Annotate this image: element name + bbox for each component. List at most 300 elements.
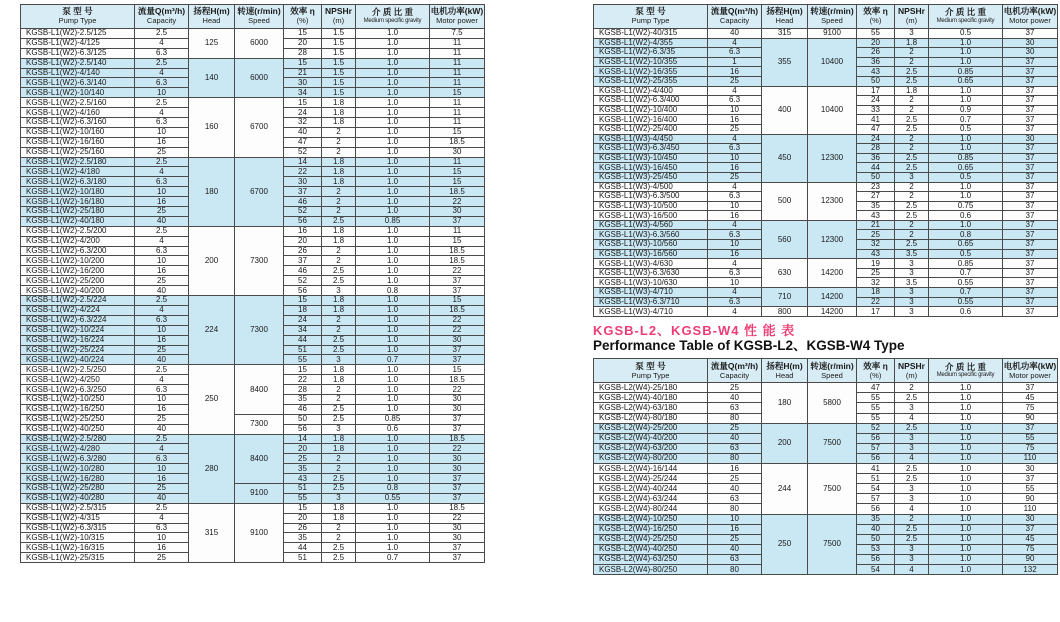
efficiency-cell: 34 xyxy=(284,88,322,98)
gravity-cell: 1.0 xyxy=(929,514,1003,524)
pump-type-cell: KGSB-L1(W2)-10/224 xyxy=(21,325,135,335)
col-header-7: 电机功率(kW) Motor power xyxy=(430,5,485,29)
capacity-cell: 16 xyxy=(708,211,762,221)
pump-type-cell: KGSB-L1(W2)-2.5/250 xyxy=(21,365,135,375)
npshr-cell: 1.5 xyxy=(322,29,356,39)
head-cell: 355 xyxy=(762,38,808,86)
power-cell: 37 xyxy=(430,355,485,365)
npshr-cell: 2.5 xyxy=(322,276,356,286)
efficiency-cell: 17 xyxy=(857,86,895,96)
efficiency-cell: 53 xyxy=(857,544,895,554)
gravity-cell: 1.0 xyxy=(356,444,430,454)
capacity-cell: 6.3 xyxy=(135,315,189,325)
efficiency-cell: 30 xyxy=(284,177,322,187)
npshr-cell: 2 xyxy=(322,256,356,266)
pump-type-cell: KGSB-L2(W4)-80/180 xyxy=(594,413,708,423)
gravity-cell: 1.0 xyxy=(929,48,1003,58)
efficiency-cell: 15 xyxy=(284,58,322,68)
gravity-cell: 0.85 xyxy=(929,259,1003,269)
efficiency-cell: 15 xyxy=(284,503,322,513)
pump-type-cell: KGSB-L2(W4)-25/200 xyxy=(594,423,708,433)
efficiency-cell: 43 xyxy=(857,67,895,77)
col-header-6: 介 质 比 重 Medium specific gravity xyxy=(929,5,1003,29)
efficiency-cell: 33 xyxy=(857,105,895,115)
capacity-cell: 25 xyxy=(135,345,189,355)
capacity-cell: 10 xyxy=(135,533,189,543)
npshr-cell: 1.8 xyxy=(322,118,356,128)
efficiency-cell: 17 xyxy=(857,307,895,317)
capacity-cell: 25 xyxy=(135,414,189,424)
capacity-cell: 25 xyxy=(135,276,189,286)
table-row xyxy=(594,423,1058,433)
power-cell: 22 xyxy=(430,385,485,395)
gravity-cell: 1.0 xyxy=(356,157,430,167)
capacity-cell: 4 xyxy=(135,108,189,118)
pump-type-cell: KGSB-L1(W3)-6.3/630 xyxy=(594,268,708,278)
gravity-cell: 1.0 xyxy=(356,434,430,444)
pump-type-cell: KGSB-L1(W2)-10/280 xyxy=(21,464,135,474)
npshr-cell: 2 xyxy=(895,48,929,58)
capacity-cell: 10 xyxy=(708,514,762,524)
efficiency-cell: 14 xyxy=(284,157,322,167)
gravity-cell: 1.0 xyxy=(356,503,430,513)
gravity-cell: 1.0 xyxy=(929,192,1003,202)
npshr-cell: 3 xyxy=(322,493,356,503)
efficiency-cell: 52 xyxy=(857,423,895,433)
power-cell: 37 xyxy=(430,424,485,434)
power-cell: 37 xyxy=(430,345,485,355)
npshr-cell: 3 xyxy=(895,554,929,564)
npshr-cell: 2.5 xyxy=(895,201,929,211)
capacity-cell: 6.3 xyxy=(135,118,189,128)
npshr-cell: 2.5 xyxy=(895,211,929,221)
efficiency-cell: 15 xyxy=(284,365,322,375)
capacity-cell: 25 xyxy=(708,423,762,433)
gravity-cell: 1.0 xyxy=(929,534,1003,544)
npshr-cell: 2.5 xyxy=(322,414,356,424)
capacity-cell: 4 xyxy=(708,288,762,298)
npshr-cell: 2 xyxy=(322,147,356,157)
npshr-cell: 2 xyxy=(322,127,356,137)
head-cell: 450 xyxy=(762,134,808,182)
power-cell: 37 xyxy=(430,474,485,484)
power-cell: 37 xyxy=(1003,144,1058,154)
power-cell: 37 xyxy=(1003,297,1058,307)
pump-type-cell: KGSB-L1(W2)-25/180 xyxy=(21,207,135,217)
table-row xyxy=(594,220,1058,230)
npshr-cell: 3 xyxy=(895,288,929,298)
pump-type-cell: KGSB-L1(W2)-16/355 xyxy=(594,67,708,77)
efficiency-cell: 30 xyxy=(284,78,322,88)
npshr-cell: 2.5 xyxy=(895,124,929,134)
npshr-cell: 2 xyxy=(895,144,929,154)
efficiency-cell: 55 xyxy=(857,393,895,403)
power-cell: 55 xyxy=(1003,433,1058,443)
efficiency-cell: 56 xyxy=(284,424,322,434)
npshr-cell: 1.8 xyxy=(322,226,356,236)
gravity-cell: 1.0 xyxy=(356,394,430,404)
npshr-cell: 2 xyxy=(895,383,929,393)
gravity-cell: 1.0 xyxy=(356,523,430,533)
kgsb-l1-performance-table-right xyxy=(593,4,1058,317)
speed-cell: 14200 xyxy=(808,307,857,317)
gravity-cell: 1.0 xyxy=(929,504,1003,514)
power-cell: 37 xyxy=(430,414,485,424)
pump-type-cell: KGSB-L1(W2)-6.3/224 xyxy=(21,315,135,325)
efficiency-cell: 56 xyxy=(857,433,895,443)
efficiency-cell: 56 xyxy=(284,286,322,296)
pump-type-cell: KGSB-L1(W2)-4/224 xyxy=(21,305,135,315)
capacity-cell: 4 xyxy=(708,182,762,192)
npshr-cell: 1.8 xyxy=(322,305,356,315)
power-cell: 37 xyxy=(1003,230,1058,240)
gravity-cell: 1.0 xyxy=(356,385,430,395)
table-row xyxy=(21,98,485,108)
gravity-cell: 1.0 xyxy=(356,345,430,355)
power-cell: 37 xyxy=(1003,220,1058,230)
capacity-cell: 4 xyxy=(135,375,189,385)
capacity-cell: 16 xyxy=(708,163,762,173)
npshr-cell: 2 xyxy=(322,385,356,395)
table-row xyxy=(594,29,1058,39)
efficiency-cell: 56 xyxy=(857,554,895,564)
power-cell: 37 xyxy=(1003,57,1058,67)
power-cell: 18.5 xyxy=(430,305,485,315)
pump-type-cell: KGSB-L1(W2)-4/280 xyxy=(21,444,135,454)
power-cell: 37 xyxy=(430,286,485,296)
npshr-cell: 3 xyxy=(895,29,929,39)
capacity-cell: 80 xyxy=(708,564,762,574)
head-cell: 200 xyxy=(762,423,808,463)
gravity-cell: 0.6 xyxy=(356,424,430,434)
npshr-cell: 3 xyxy=(895,484,929,494)
efficiency-cell: 47 xyxy=(857,383,895,393)
capacity-cell: 40 xyxy=(135,286,189,296)
npshr-cell: 2 xyxy=(322,394,356,404)
efficiency-cell: 35 xyxy=(857,514,895,524)
pump-type-cell: KGSB-L1(W2)-6.3/35 xyxy=(594,48,708,58)
gravity-cell: 1.0 xyxy=(929,220,1003,230)
capacity-cell: 16 xyxy=(708,67,762,77)
gravity-cell: 1.0 xyxy=(929,182,1003,192)
right-column xyxy=(593,4,1055,575)
gravity-cell: 1.0 xyxy=(356,58,430,68)
gravity-cell: 0.55 xyxy=(356,493,430,503)
gravity-cell: 0.85 xyxy=(929,67,1003,77)
efficiency-cell: 47 xyxy=(284,137,322,147)
pump-type-cell: KGSB-L1(W3)-10/630 xyxy=(594,278,708,288)
efficiency-cell: 20 xyxy=(857,38,895,48)
npshr-cell: 3.5 xyxy=(895,278,929,288)
pump-type-cell: KGSB-L2(W4)-16/250 xyxy=(594,524,708,534)
gravity-cell: 0.6 xyxy=(929,307,1003,317)
npshr-cell: 2.5 xyxy=(895,474,929,484)
capacity-cell: 6.3 xyxy=(708,96,762,106)
efficiency-cell: 44 xyxy=(857,163,895,173)
npshr-cell: 4 xyxy=(895,504,929,514)
pump-type-cell: KGSB-L1(W3)-16/560 xyxy=(594,249,708,259)
power-cell: 30 xyxy=(430,147,485,157)
gravity-cell: 1.0 xyxy=(929,544,1003,554)
power-cell: 37 xyxy=(1003,249,1058,259)
power-cell: 45 xyxy=(1003,534,1058,544)
power-cell: 30 xyxy=(1003,134,1058,144)
npshr-cell: 3.5 xyxy=(895,249,929,259)
gravity-cell: 0.7 xyxy=(356,553,430,563)
table-row xyxy=(594,288,1058,298)
efficiency-cell: 20 xyxy=(284,236,322,246)
capacity-cell: 16 xyxy=(135,474,189,484)
speed-cell: 12300 xyxy=(808,134,857,182)
table-row xyxy=(21,483,485,493)
col-header-1: 流量Q(m³/h) Capacity xyxy=(708,5,762,29)
npshr-cell: 2 xyxy=(322,137,356,147)
pump-type-cell: KGSB-L1(W2)-6.3/140 xyxy=(21,78,135,88)
capacity-cell: 16 xyxy=(708,524,762,534)
power-cell: 37 xyxy=(430,216,485,226)
efficiency-cell: 15 xyxy=(284,98,322,108)
npshr-cell: 4 xyxy=(895,564,929,574)
npshr-cell: 2 xyxy=(322,523,356,533)
capacity-cell: 10 xyxy=(135,464,189,474)
gravity-cell: 1.0 xyxy=(356,296,430,306)
power-cell: 11 xyxy=(430,78,485,88)
capacity-cell: 63 xyxy=(708,403,762,413)
npshr-cell: 4 xyxy=(895,413,929,423)
gravity-cell: 1.0 xyxy=(356,187,430,197)
power-cell: 37 xyxy=(1003,105,1058,115)
pump-type-cell: KGSB-L1(W2)-2.5/160 xyxy=(21,98,135,108)
speed-cell: 14200 xyxy=(808,259,857,288)
power-cell: 132 xyxy=(1003,564,1058,574)
power-cell: 22 xyxy=(430,444,485,454)
power-cell: 18.5 xyxy=(430,375,485,385)
capacity-cell: 6.3 xyxy=(708,268,762,278)
power-cell: 37 xyxy=(430,553,485,563)
col-header-2: 扬程H(m) Head xyxy=(189,5,235,29)
power-cell: 37 xyxy=(430,276,485,286)
capacity-cell: 6.3 xyxy=(708,192,762,202)
gravity-cell: 0.7 xyxy=(356,355,430,365)
efficiency-cell: 22 xyxy=(284,167,322,177)
power-cell: 37 xyxy=(1003,278,1058,288)
col-header-2: 扬程H(m) Head xyxy=(762,5,808,29)
capacity-cell: 2.5 xyxy=(135,365,189,375)
gravity-cell: 1.0 xyxy=(929,383,1003,393)
efficiency-cell: 35 xyxy=(284,464,322,474)
gravity-cell: 1.0 xyxy=(356,177,430,187)
npshr-cell: 2.5 xyxy=(895,163,929,173)
gravity-cell: 1.0 xyxy=(356,305,430,315)
capacity-cell: 10 xyxy=(135,325,189,335)
power-cell: 37 xyxy=(1003,182,1058,192)
speed-cell: 7300 xyxy=(235,226,284,295)
capacity-cell: 40 xyxy=(708,484,762,494)
pump-type-cell: KGSB-L1(W3)-4/630 xyxy=(594,259,708,269)
efficiency-cell: 40 xyxy=(857,524,895,534)
efficiency-cell: 32 xyxy=(857,240,895,250)
power-cell: 22 xyxy=(430,197,485,207)
pump-type-cell: KGSB-L1(W2)-16/200 xyxy=(21,266,135,276)
speed-cell: 12300 xyxy=(808,182,857,220)
power-cell: 90 xyxy=(1003,554,1058,564)
npshr-cell: 1.8 xyxy=(895,86,929,96)
pump-type-cell: KGSB-L1(W3)-4/560 xyxy=(594,220,708,230)
power-cell: 37 xyxy=(1003,524,1058,534)
capacity-cell: 10 xyxy=(708,105,762,115)
pump-type-cell: KGSB-L1(W3)-6.3/450 xyxy=(594,144,708,154)
pump-type-cell: KGSB-L2(W4)-25/244 xyxy=(594,474,708,484)
gravity-cell: 1.0 xyxy=(929,413,1003,423)
table-row xyxy=(21,503,485,513)
col-header-0: 泵 型 号 Pump Type xyxy=(594,5,708,29)
capacity-cell: 63 xyxy=(708,443,762,453)
gravity-cell: 1.0 xyxy=(929,453,1003,463)
efficiency-cell: 23 xyxy=(857,182,895,192)
capacity-cell: 80 xyxy=(708,453,762,463)
pump-type-cell: KGSB-L2(W4)-40/244 xyxy=(594,484,708,494)
power-cell: 37 xyxy=(1003,288,1058,298)
speed-cell: 9100 xyxy=(808,29,857,39)
efficiency-cell: 36 xyxy=(857,153,895,163)
efficiency-cell: 19 xyxy=(857,259,895,269)
pump-type-cell: KGSB-L1(W3)-4/500 xyxy=(594,182,708,192)
gravity-cell: 1.0 xyxy=(929,393,1003,403)
npshr-cell: 2.5 xyxy=(895,534,929,544)
capacity-cell: 25 xyxy=(135,553,189,563)
pump-type-cell: KGSB-L2(W4)-63/250 xyxy=(594,554,708,564)
capacity-cell: 10 xyxy=(708,278,762,288)
pump-type-cell: KGSB-L1(W3)-6.3/560 xyxy=(594,230,708,240)
capacity-cell: 2.5 xyxy=(135,503,189,513)
gravity-cell: 1.0 xyxy=(356,266,430,276)
efficiency-cell: 32 xyxy=(284,118,322,128)
col-header-5: NPSHr (m) xyxy=(322,5,356,29)
capacity-cell: 63 xyxy=(708,554,762,564)
efficiency-cell: 51 xyxy=(284,483,322,493)
capacity-cell: 6.3 xyxy=(135,454,189,464)
capacity-cell: 6.3 xyxy=(135,385,189,395)
speed-cell: 6000 xyxy=(235,29,284,59)
npshr-cell: 1.8 xyxy=(322,434,356,444)
efficiency-cell: 43 xyxy=(284,474,322,484)
capacity-cell: 25 xyxy=(135,483,189,493)
capacity-cell: 16 xyxy=(135,197,189,207)
efficiency-cell: 51 xyxy=(857,474,895,484)
npshr-cell: 3 xyxy=(895,172,929,182)
capacity-cell: 25 xyxy=(708,124,762,134)
section-heading xyxy=(593,323,1055,355)
capacity-cell: 6.3 xyxy=(135,246,189,256)
efficiency-cell: 55 xyxy=(857,29,895,39)
power-cell: 37 xyxy=(1003,163,1058,173)
gravity-cell: 1.0 xyxy=(356,88,430,98)
efficiency-cell: 50 xyxy=(284,414,322,424)
capacity-cell: 4 xyxy=(708,259,762,269)
efficiency-cell: 51 xyxy=(284,553,322,563)
power-cell: 11 xyxy=(430,157,485,167)
pump-type-cell: KGSB-L1(W2)-16/224 xyxy=(21,335,135,345)
pump-type-cell: KGSB-L1(W2)-10/200 xyxy=(21,256,135,266)
power-cell: 37 xyxy=(1003,423,1058,433)
npshr-cell: 2.5 xyxy=(895,524,929,534)
efficiency-cell: 20 xyxy=(284,444,322,454)
gravity-cell: 1.0 xyxy=(356,256,430,266)
power-cell: 30 xyxy=(430,523,485,533)
pump-type-cell: KGSB-L1(W3)-10/560 xyxy=(594,240,708,250)
col-header-3: 转速(r/min) Speed xyxy=(235,5,284,29)
head-cell: 250 xyxy=(189,365,235,434)
gravity-cell: 1.0 xyxy=(356,108,430,118)
gravity-cell: 1.0 xyxy=(356,315,430,325)
power-cell: 15 xyxy=(430,296,485,306)
power-cell: 18.5 xyxy=(430,246,485,256)
capacity-cell: 6.3 xyxy=(708,230,762,240)
npshr-cell: 2.5 xyxy=(895,67,929,77)
npshr-cell: 2.5 xyxy=(895,464,929,474)
power-cell: 110 xyxy=(1003,453,1058,463)
gravity-cell: 1.0 xyxy=(356,38,430,48)
power-cell: 18.5 xyxy=(430,434,485,444)
gravity-cell: 0.55 xyxy=(929,278,1003,288)
power-cell: 30 xyxy=(430,454,485,464)
head-cell: 180 xyxy=(189,157,235,226)
capacity-cell: 2.5 xyxy=(135,434,189,444)
speed-cell: 7500 xyxy=(808,423,857,463)
npshr-cell: 1.8 xyxy=(322,236,356,246)
efficiency-cell: 55 xyxy=(857,413,895,423)
npshr-cell: 1.5 xyxy=(322,88,356,98)
power-cell: 18.5 xyxy=(430,187,485,197)
npshr-cell: 1.8 xyxy=(322,177,356,187)
table-row xyxy=(594,383,1058,393)
gravity-cell: 1.0 xyxy=(929,443,1003,453)
power-cell: 30 xyxy=(430,533,485,543)
pump-type-cell: KGSB-L1(W2)-4/355 xyxy=(594,38,708,48)
npshr-cell: 2 xyxy=(895,192,929,202)
col-header-3: 转速(r/min) Speed xyxy=(808,5,857,29)
power-cell: 55 xyxy=(1003,484,1058,494)
gravity-cell: 0.5 xyxy=(929,172,1003,182)
efficiency-cell: 47 xyxy=(857,124,895,134)
left-table-section xyxy=(20,4,484,563)
gravity-cell: 1.0 xyxy=(356,78,430,88)
power-cell: 75 xyxy=(1003,443,1058,453)
pump-type-cell: KGSB-L1(W2)-6.3/250 xyxy=(21,385,135,395)
col-header-5: NPSHr (m) xyxy=(895,5,929,29)
gravity-cell: 0.8 xyxy=(929,230,1003,240)
efficiency-cell: 35 xyxy=(284,394,322,404)
pump-type-cell: KGSB-L1(W2)-4/315 xyxy=(21,513,135,523)
efficiency-cell: 56 xyxy=(857,453,895,463)
gravity-cell: 1.0 xyxy=(356,474,430,484)
npshr-cell: 1.8 xyxy=(895,38,929,48)
npshr-cell: 2.5 xyxy=(895,423,929,433)
pump-type-cell: KGSB-L1(W2)-40/250 xyxy=(21,424,135,434)
gravity-cell: 1.0 xyxy=(356,375,430,385)
pump-type-cell: KGSB-L1(W2)-2.5/125 xyxy=(21,29,135,39)
efficiency-cell: 46 xyxy=(284,197,322,207)
table-row xyxy=(594,134,1058,144)
pump-type-cell: KGSB-L1(W2)-6.3/280 xyxy=(21,454,135,464)
pump-type-cell: KGSB-L2(W4)-10/250 xyxy=(594,514,708,524)
npshr-cell: 2.5 xyxy=(322,266,356,276)
capacity-cell: 4 xyxy=(708,307,762,317)
power-cell: 11 xyxy=(430,68,485,78)
pump-type-cell: KGSB-L2(W4)-40/180 xyxy=(594,393,708,403)
capacity-cell: 40 xyxy=(708,544,762,554)
pump-type-cell: KGSB-L2(W4)-80/250 xyxy=(594,564,708,574)
